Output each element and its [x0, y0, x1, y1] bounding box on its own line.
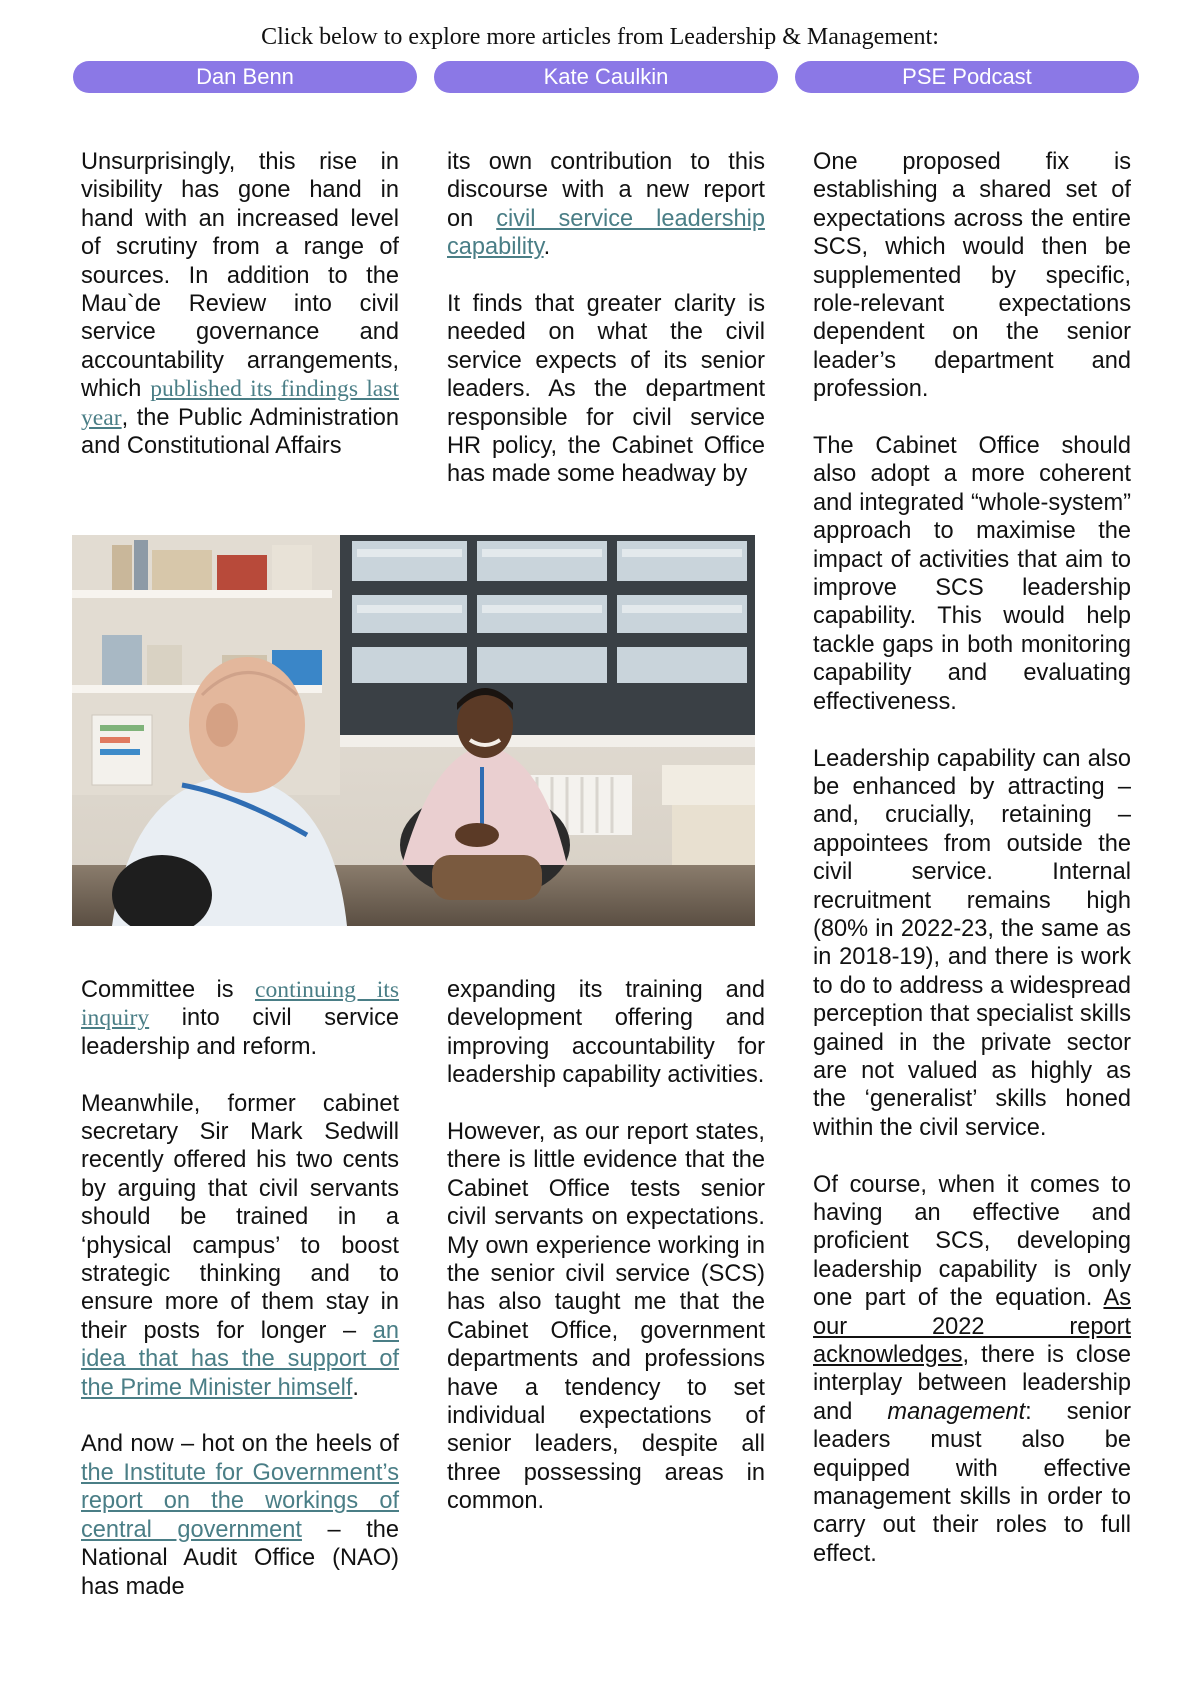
- text: .: [543, 234, 551, 261]
- paragraph: The Cabinet Office should also adopt a more coherent and integrated “whole-system” approach to maximise the impact of activities that aim to improve SCS leadership capability. This would help tackle gaps in both monitoring capability and evaluating effectiveness.: [813, 433, 1131, 715]
- ifg-report-link[interactable]: the Institute for Government’s report on the workings of central government: [81, 1459, 399, 1543]
- text: Unsurprisingly, this rise in visibility has gone hand in hand with an increased level of scrutiny from a range of sources. In addition to the Mau`de Review into civil service governance and accountability arrangements, which: [81, 149, 399, 403]
- nao-report-link[interactable]: civil service leadership capability: [447, 205, 765, 261]
- column-2-top: [447, 148, 765, 489]
- maude-review-link[interactable]: published its findings last year: [81, 376, 399, 431]
- text: – the National Audit Office (NAO) has made: [81, 1516, 399, 1600]
- paragraph: [813, 1171, 1131, 1569]
- text: And now – hot on the heels of: [81, 1431, 399, 1458]
- prime-minister-support-link[interactable]: an idea that has the support of the Prime Minister himself: [81, 1317, 399, 1401]
- paragraph: [81, 1090, 399, 1402]
- column-2-bottom: [447, 976, 765, 1516]
- column-3: [813, 148, 1131, 1568]
- text: Meanwhile, former cabinet secretary Sir Mark Sedwill recently offered his two cents by arguing that civil servants should be trained in a ‘physical campus’ to boost strategic thinking and to ensure more of them stay in their posts for longer –: [81, 1090, 399, 1344]
- paragraph: [81, 1430, 399, 1600]
- column-1-bottom: [81, 976, 399, 1601]
- dan-benn-button[interactable]: Dan Benn: [73, 61, 417, 93]
- text: Committee is: [81, 977, 255, 1003]
- paragraph: Leadership capability can also be enhanced by attracting – and, crucially, retaining – appointees from outside the civil service. Internal recruitment remains high (80% in 2022-23, the same as in 2018-19), and there is work to do to address a widespread perception that specialist skills gained in the private sector are not valued as highly as the ‘generalist’ skills honed within the civil service.: [813, 745, 1131, 1141]
- paragraph: [447, 148, 765, 262]
- explore-prompt: Click below to explore more articles from Leadership & Management:: [261, 24, 939, 50]
- paragraph: [81, 148, 399, 460]
- column-1-top: [81, 148, 399, 460]
- text: its own contribution to this discourse with a new report on: [447, 149, 765, 232]
- text: .: [352, 1374, 359, 1401]
- text: , the Public Administration and Constitutional Affairs: [81, 404, 399, 460]
- paragraph: expanding its training and development offering and improving accountability for leadership capability activities.: [447, 977, 765, 1089]
- office-meeting-photo: [72, 535, 755, 926]
- pacac-inquiry-link[interactable]: continuing its inquiry: [81, 977, 399, 1032]
- text: into civil service leadership and reform.: [81, 1005, 399, 1060]
- text: : senior leaders must also be equipped with effective management skills in order to carry out their roles to full effect.: [813, 1398, 1132, 1567]
- paragraph: It finds that greater clarity is needed on what the civil service expects of its senior leaders. As the department responsible for civil service HR policy, the Cabinet Office has made some headway by: [447, 291, 765, 488]
- paragraph: However, as our report states, there is little evidence that the Cabinet Office tests senior civil servants on expectations. My own experience working in the senior civil service (SCS) has also taught me that the Cabinet Office, government departments and professions have a tendency to set individual expectations of senior leaders, despite all three possessing areas in common.: [447, 1119, 765, 1515]
- pse-podcast-button[interactable]: PSE Podcast: [795, 61, 1139, 93]
- text: , there is close interplay between leadership and: [813, 1342, 1131, 1425]
- paragraph: [81, 976, 399, 1061]
- text: Of course, when it comes to having an effective and proficient SCS, developing leadership capability is only one part of the equation.: [813, 1171, 1131, 1312]
- kate-caulkin-button[interactable]: Kate Caulkin: [434, 61, 778, 93]
- emphasis-text: management: [887, 1398, 1026, 1425]
- 2022-report-link[interactable]: As our 2022 report acknowledges: [813, 1285, 1131, 1369]
- paragraph: One proposed fix is establishing a shared set of expectations across the entire SCS, which would then be supplemented by specific, role-relevant expectations dependent on the senior leader’s department and profession.: [813, 149, 1131, 403]
